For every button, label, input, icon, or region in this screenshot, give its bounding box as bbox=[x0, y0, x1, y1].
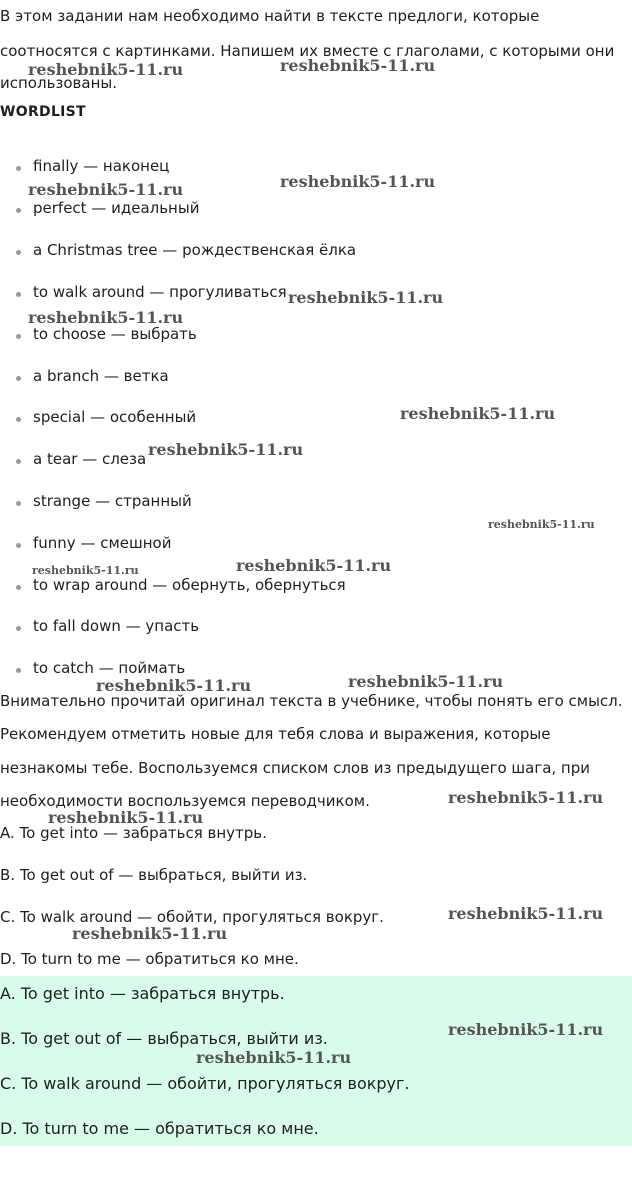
watermark: reshebnik5-11.ru bbox=[448, 1020, 604, 1039]
watermark: reshebnik5-11.ru bbox=[280, 56, 436, 75]
watermark: reshebnik5-11.ru bbox=[28, 60, 184, 79]
answer-line-b: B. To get out of — выбраться, выйти из. bbox=[0, 1029, 328, 1048]
intro-line-1: В этом задании нам необходимо найти в тексте предлоги, которые bbox=[0, 7, 540, 25]
instructions-line-1: Внимательно прочитай оригинал текста в учебнике, чтобы понять его смысл. bbox=[0, 692, 623, 710]
watermark: reshebnik5-11.ru bbox=[280, 172, 436, 191]
watermark: reshebnik5-11.ru bbox=[148, 440, 304, 459]
watermark: reshebnik5-11.ru bbox=[488, 518, 595, 531]
bullet-icon bbox=[16, 501, 21, 506]
instructions-line-3: незнакомы тебе. Воспользуемся списком слов из предыдущего шага, при bbox=[0, 759, 591, 777]
bullet-icon bbox=[16, 376, 21, 381]
intro-line-3: использованы. bbox=[0, 74, 118, 92]
bullet-icon bbox=[16, 250, 21, 255]
watermark: reshebnik5-11.ru bbox=[72, 924, 228, 943]
bullet-icon bbox=[16, 334, 21, 339]
watermark: reshebnik5-11.ru bbox=[96, 676, 252, 695]
bullet-icon bbox=[16, 585, 21, 590]
watermark: reshebnik5-11.ru bbox=[196, 1048, 352, 1067]
watermark: reshebnik5-11.ru bbox=[28, 308, 184, 327]
answer-line-a: A. To get into — забраться внутрь. bbox=[0, 984, 285, 1003]
watermark: reshebnik5-11.ru bbox=[348, 672, 504, 691]
bullet-icon bbox=[16, 292, 21, 297]
watermark: reshebnik5-11.ru bbox=[32, 564, 139, 577]
watermark: reshebnik5-11.ru bbox=[48, 808, 204, 827]
wordlist-heading: WORDLIST bbox=[0, 104, 86, 120]
bullet-icon bbox=[16, 417, 21, 422]
instructions-line-4: необходимости воспользуемся переводчиком. bbox=[0, 792, 370, 810]
watermark: reshebnik5-11.ru bbox=[448, 904, 604, 923]
bullet-icon bbox=[16, 626, 21, 631]
watermark: reshebnik5-11.ru bbox=[236, 556, 392, 575]
watermark: reshebnik5-11.ru bbox=[448, 788, 604, 807]
draft-line-d: D. To turn to me — обратиться ко мне. bbox=[0, 950, 299, 968]
instructions-line-2: Рекомендуем отметить новые для тебя слова и выражения, которые bbox=[0, 725, 551, 743]
draft-line-c: C. To walk around — обойти, прогуляться вокруг. bbox=[0, 908, 384, 926]
draft-line-b: B. To get out of — выбраться, выйти из. bbox=[0, 866, 308, 884]
bullet-icon bbox=[16, 208, 21, 213]
answer-line-c: C. To walk around — обойти, прогуляться вокруг. bbox=[0, 1074, 410, 1093]
watermark: reshebnik5-11.ru bbox=[288, 288, 444, 307]
watermark: reshebnik5-11.ru bbox=[28, 180, 184, 199]
answer-line-d: D. To turn to me — обратиться ко мне. bbox=[0, 1119, 319, 1138]
bullet-icon bbox=[16, 166, 21, 171]
bullet-icon bbox=[16, 543, 21, 548]
draft-line-a: A. To get into — забраться внутрь. bbox=[0, 824, 267, 842]
intro-line-2: соотносятся с картинками. Напишем их вместе с глаголами, с которыми они bbox=[0, 42, 615, 60]
bullet-icon bbox=[16, 459, 21, 464]
answer-box bbox=[0, 976, 632, 1146]
watermark: reshebnik5-11.ru bbox=[400, 404, 556, 423]
bullet-icon bbox=[16, 668, 21, 673]
